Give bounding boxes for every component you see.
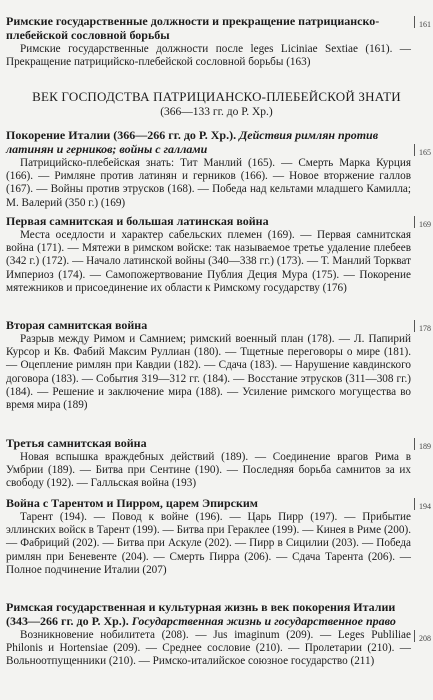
- toc-section: [0, 128, 433, 210]
- toc-section-heading[interactable]: [0, 600, 433, 643]
- toc-section-heading[interactable]: [0, 14, 433, 42]
- toc-heading-italic: Государственная жизнь и государственное право: [131, 614, 396, 628]
- page-number: 178: [419, 324, 431, 333]
- page-number: 169: [419, 220, 431, 229]
- toc-heading-text: Третья самнитская война: [6, 436, 147, 450]
- page-ref-rule: [414, 438, 415, 450]
- page-ref-rule: [414, 144, 415, 156]
- toc-section-heading[interactable]: [0, 214, 433, 228]
- toc-section: [0, 14, 433, 69]
- toc-section-body: Новая вспышка враждебных действий (189). — Соединение врагов Рима в Умбрии (189). — Битва при Сентине (190). — Последняя борьба самнитов за их свободу (192). — Галльская война (193): [6, 451, 411, 490]
- toc-section-body: Тарент (194). — Повод к войне (196). — Царь Пирр (197). — Прибытие эллинских войск в Тарент (199). — Битва при Гераклее (199). — Кинея в Риме (200). — Фабриций (202). — Битва при Аскуле (202). — Пирр в Сицилии (203). — Победа римлян при Беневенте (204). — Смерть Пирра (206). — Сдача Тарента (206). — Полное подчинение Италии (207): [6, 511, 411, 576]
- page-number: 208: [419, 634, 431, 643]
- toc-section: [0, 214, 433, 295]
- toc-heading-text: Война с Тарентом и Пирром, царем Эпирским: [6, 496, 258, 510]
- page-ref-rule: [414, 216, 415, 228]
- toc-section-heading[interactable]: [0, 128, 433, 156]
- page-ref-rule: [414, 16, 415, 28]
- toc-heading-text: Вторая самнитская война: [6, 318, 148, 332]
- toc-section: [0, 318, 433, 412]
- toc-section: [0, 496, 433, 577]
- toc-section-body: Разрыв между Римом и Самнием; римский военный план (178). — Л. Папирий Курсор и Кв. Фабий Максим Руллиан (180). — Тщетные переговоры о мире (181). — Оцепление римлян при Кавдии (182). — Сдача (183). — Нарушение кавдинского договора (183). — События 319—312 гг. (184). — Восстание этрусков (311—308 гг.) (184). — Решение и заключение мира (188). — Усиление римского могущества во время мира (189): [6, 333, 411, 412]
- era-subtitle: (366—133 гг. до Р. Хр.): [160, 106, 273, 118]
- toc-section-body: Патрицийско-плебейская знать: Тит Манлий (165). — Смерть Марка Курция (166). — Римляне против латинян и герников (166). — Новое вторжение галлов (167). — Войны против этрусков (168). — Победа над кельтами младшего Камилла; М. Валерий (350 г.) (169): [6, 157, 411, 209]
- page-number: 161: [419, 20, 431, 29]
- page-number: 194: [419, 502, 431, 511]
- toc-section-heading[interactable]: [0, 436, 433, 450]
- era-title: ВЕК ГОСПОДСТВА ПАТРИЦИАНСКО-ПЛЕБЕЙСКОЙ ЗНАТИ: [32, 89, 401, 104]
- toc-section: [0, 600, 433, 669]
- toc-section-heading[interactable]: [0, 496, 433, 510]
- toc-heading-text: Римская государственная и культурная жизнь в век покорения Италии (343—266 гг. до Р. Хр.).: [6, 600, 396, 628]
- page-ref-rule: [414, 320, 415, 332]
- toc-section-body: Возникновение нобилитета (208). — Jus imaginum (209). — Leges Publiliae Philonis и Hortensiae (209). — Среднее сословие (210). — Пролетарии (210). — Вольноотпущенники (210). — Римско-италийское союзное государство (211): [6, 629, 411, 668]
- page-ref-rule: [414, 498, 415, 510]
- toc-section-body: Места оседлости и характер сабельских племен (169). — Первая самнитская война (171). — Мятежи в римском войске: так называемое третье удаление плебеев (342 г.) (172). — Начало латинской войны (340—338 гг.) (173). — Т. Манлий Торкват Империоз (174). — Самопожертвование Публия Деция Мура (175). — Покорение мятежников и присоединение их области к Римскому государству (176): [6, 229, 411, 294]
- toc-section: [0, 436, 433, 491]
- toc-heading-text: Первая самнитская и большая латинская война: [6, 214, 269, 228]
- toc-heading-text: Римские государственные должности и прекращение патрицианско-плебейской сословной борьбы: [6, 14, 380, 42]
- toc-heading-italic: Действия римлян против латинян и герников; войны с галлами: [6, 128, 379, 156]
- toc-heading-text: Покорение Италии (366—266 гг. до Р. Хр.).: [6, 128, 240, 142]
- page-ref-rule: [414, 630, 415, 642]
- toc-section-heading[interactable]: [0, 318, 433, 332]
- page-number: 165: [419, 148, 431, 157]
- toc-section-body: Римские государственные должности после leges Liciniae Sextiae (161). — Прекращение патрицийско-плебейской сословной борьбы (163): [6, 43, 411, 69]
- page-number: 189: [419, 442, 431, 451]
